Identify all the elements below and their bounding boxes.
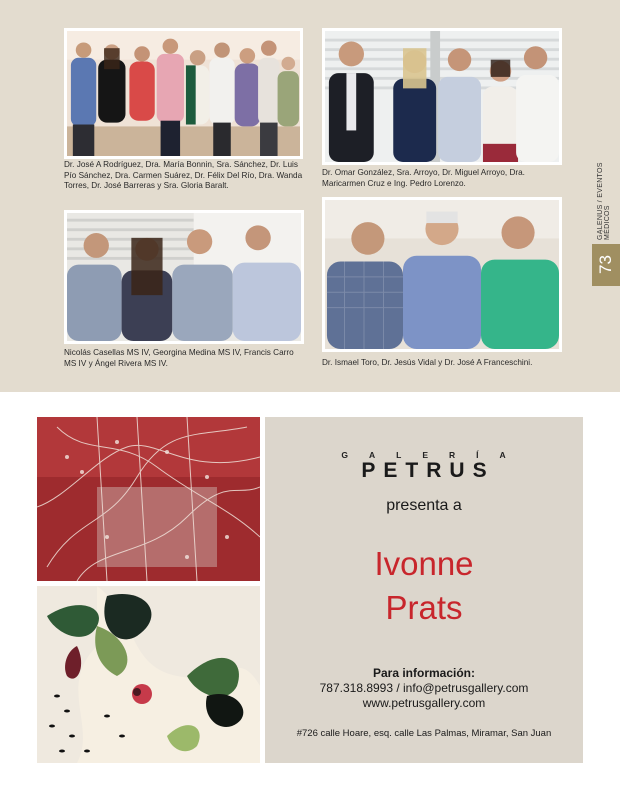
artist-last-name: Prats <box>385 589 463 626</box>
photo-caption-3: Nicolás Casellas MS IV, Georgina Medina MS IV, Francis Carro MS IV y Ángel Rivera MS IV. <box>64 348 294 368</box>
photo-caption-1: Dr. José A Rodríguez, Dra. María Bonnin, Sra. Sánchez, Dr. Luis Pío Sánchez, Dra. Carmen Suárez, Dr. Félix Del Río, Dra. Wanda Torres, Dr. José Barreras y Sra. Gloria Baralt. <box>64 160 303 190</box>
section-label: GALENUS / EVENTOS MÉDICOS <box>597 162 611 240</box>
website-link[interactable]: www.petrusgallery.com <box>362 696 486 710</box>
contact-phone-email[interactable]: 787.318.8993 / info@petrusgallery.com <box>319 681 529 695</box>
event-photo-group-nine <box>64 28 303 159</box>
artist-first-name: Ivonne <box>374 545 474 582</box>
page-number-tab <box>592 244 620 286</box>
event-photo-group-five <box>322 28 562 165</box>
page-number: 73 <box>596 255 615 275</box>
artwork-floral-abstract <box>37 586 260 763</box>
gallery-logo-name: PETRUS <box>361 459 495 482</box>
artwork-red-abstract <box>37 417 260 581</box>
info-title: Para información: <box>372 666 476 680</box>
photo-caption-2: Dr. Omar González, Sra. Arroyo, Dr. Miguel Arroyo, Dra. Maricarmen Cruz e Ing. Pedro Lorenzo. <box>322 168 525 188</box>
presents-text: presenta a <box>386 497 462 514</box>
gallery-prefix: GALERÍA <box>341 450 527 460</box>
photo-caption-4: Dr. Ismael Toro, Dr. Jesús Vidal y Dr. José A Franceschini. <box>322 358 533 367</box>
event-photo-doctors <box>322 197 562 352</box>
gallery-address: #726 calle Hoare, esq. calle Las Palmas, Miramar, San Juan <box>296 728 552 739</box>
event-photo-students <box>64 210 304 344</box>
